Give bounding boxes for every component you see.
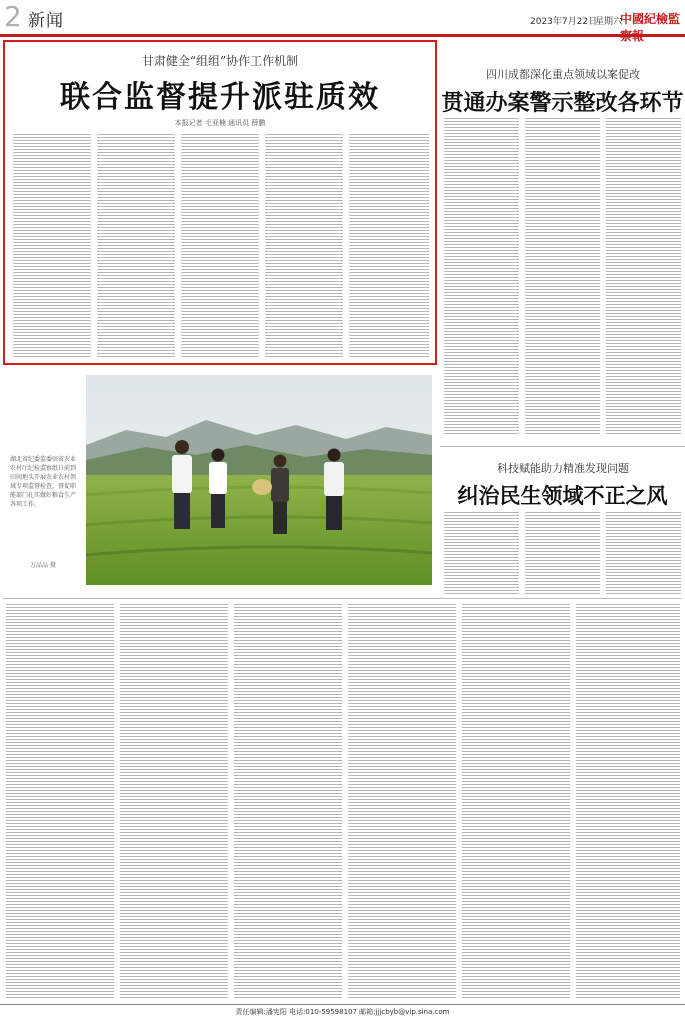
side1-title: 贯通办案警示整改各环节 — [441, 90, 684, 116]
lower-column-4 — [348, 604, 456, 998]
lead-kicker: 甘肃健全“组组”协作工作机制 — [141, 54, 299, 68]
side2-kicker: 科技赋能助力精准发现问题 — [497, 462, 629, 475]
footer-contact: 责任编辑:潘宪阳 电话:010-59598107 邮箱:jjjcbyb@vip.sina.com — [235, 1008, 450, 1016]
header-rule — [0, 34, 685, 37]
side1-column-1 — [444, 118, 519, 436]
newspaper-logo: 中國紀檢監 — [620, 12, 681, 26]
side2-column-3 — [606, 512, 681, 596]
news-photo — [86, 375, 432, 585]
lead-title: 联合监督提升派驻质效 — [60, 80, 380, 115]
side2-column-2 — [525, 512, 600, 596]
lead-byline: 本报记者 毛亚楠 通讯员 薛鹏 — [174, 119, 266, 127]
lead-article-box — [3, 40, 437, 365]
lead-column-2 — [97, 134, 175, 359]
lead-column-4 — [265, 134, 343, 359]
lower-column-2 — [120, 604, 228, 998]
lead-column-3 — [181, 134, 259, 359]
issue-date: 2023年7月22日 — [530, 17, 598, 27]
lower-divider — [3, 598, 682, 599]
side1-column-2 — [525, 118, 600, 436]
lower-column-5 — [462, 604, 570, 998]
side1-kicker: 四川成都深化重点领域以案促改 — [486, 68, 640, 81]
photo-caption: 湖北省纪委监委驻省农业农村厅纪检监察组日前到田间地头开展农业农村领域专项监督检查，督促职能部门扎实做好粮食生产各项工作。 — [10, 456, 77, 508]
section-name: 新闻 — [28, 11, 64, 31]
lower-column-6 — [576, 604, 680, 998]
issue-weekday: 星期六 — [595, 17, 623, 27]
lead-column-1 — [13, 134, 91, 359]
side-divider — [440, 446, 685, 447]
side2-title: 纠治民生领域不正之风 — [457, 483, 668, 508]
page-number: 2 — [4, 0, 22, 33]
side1-column-3 — [606, 118, 681, 436]
lower-column-1 — [6, 604, 114, 998]
photo-credit: 万品品 摄 — [30, 562, 56, 569]
lower-column-3 — [234, 604, 342, 998]
lead-column-5 — [349, 134, 429, 359]
masthead — [0, 0, 685, 34]
footer-rule — [0, 1004, 685, 1005]
side2-column-1 — [444, 512, 519, 596]
